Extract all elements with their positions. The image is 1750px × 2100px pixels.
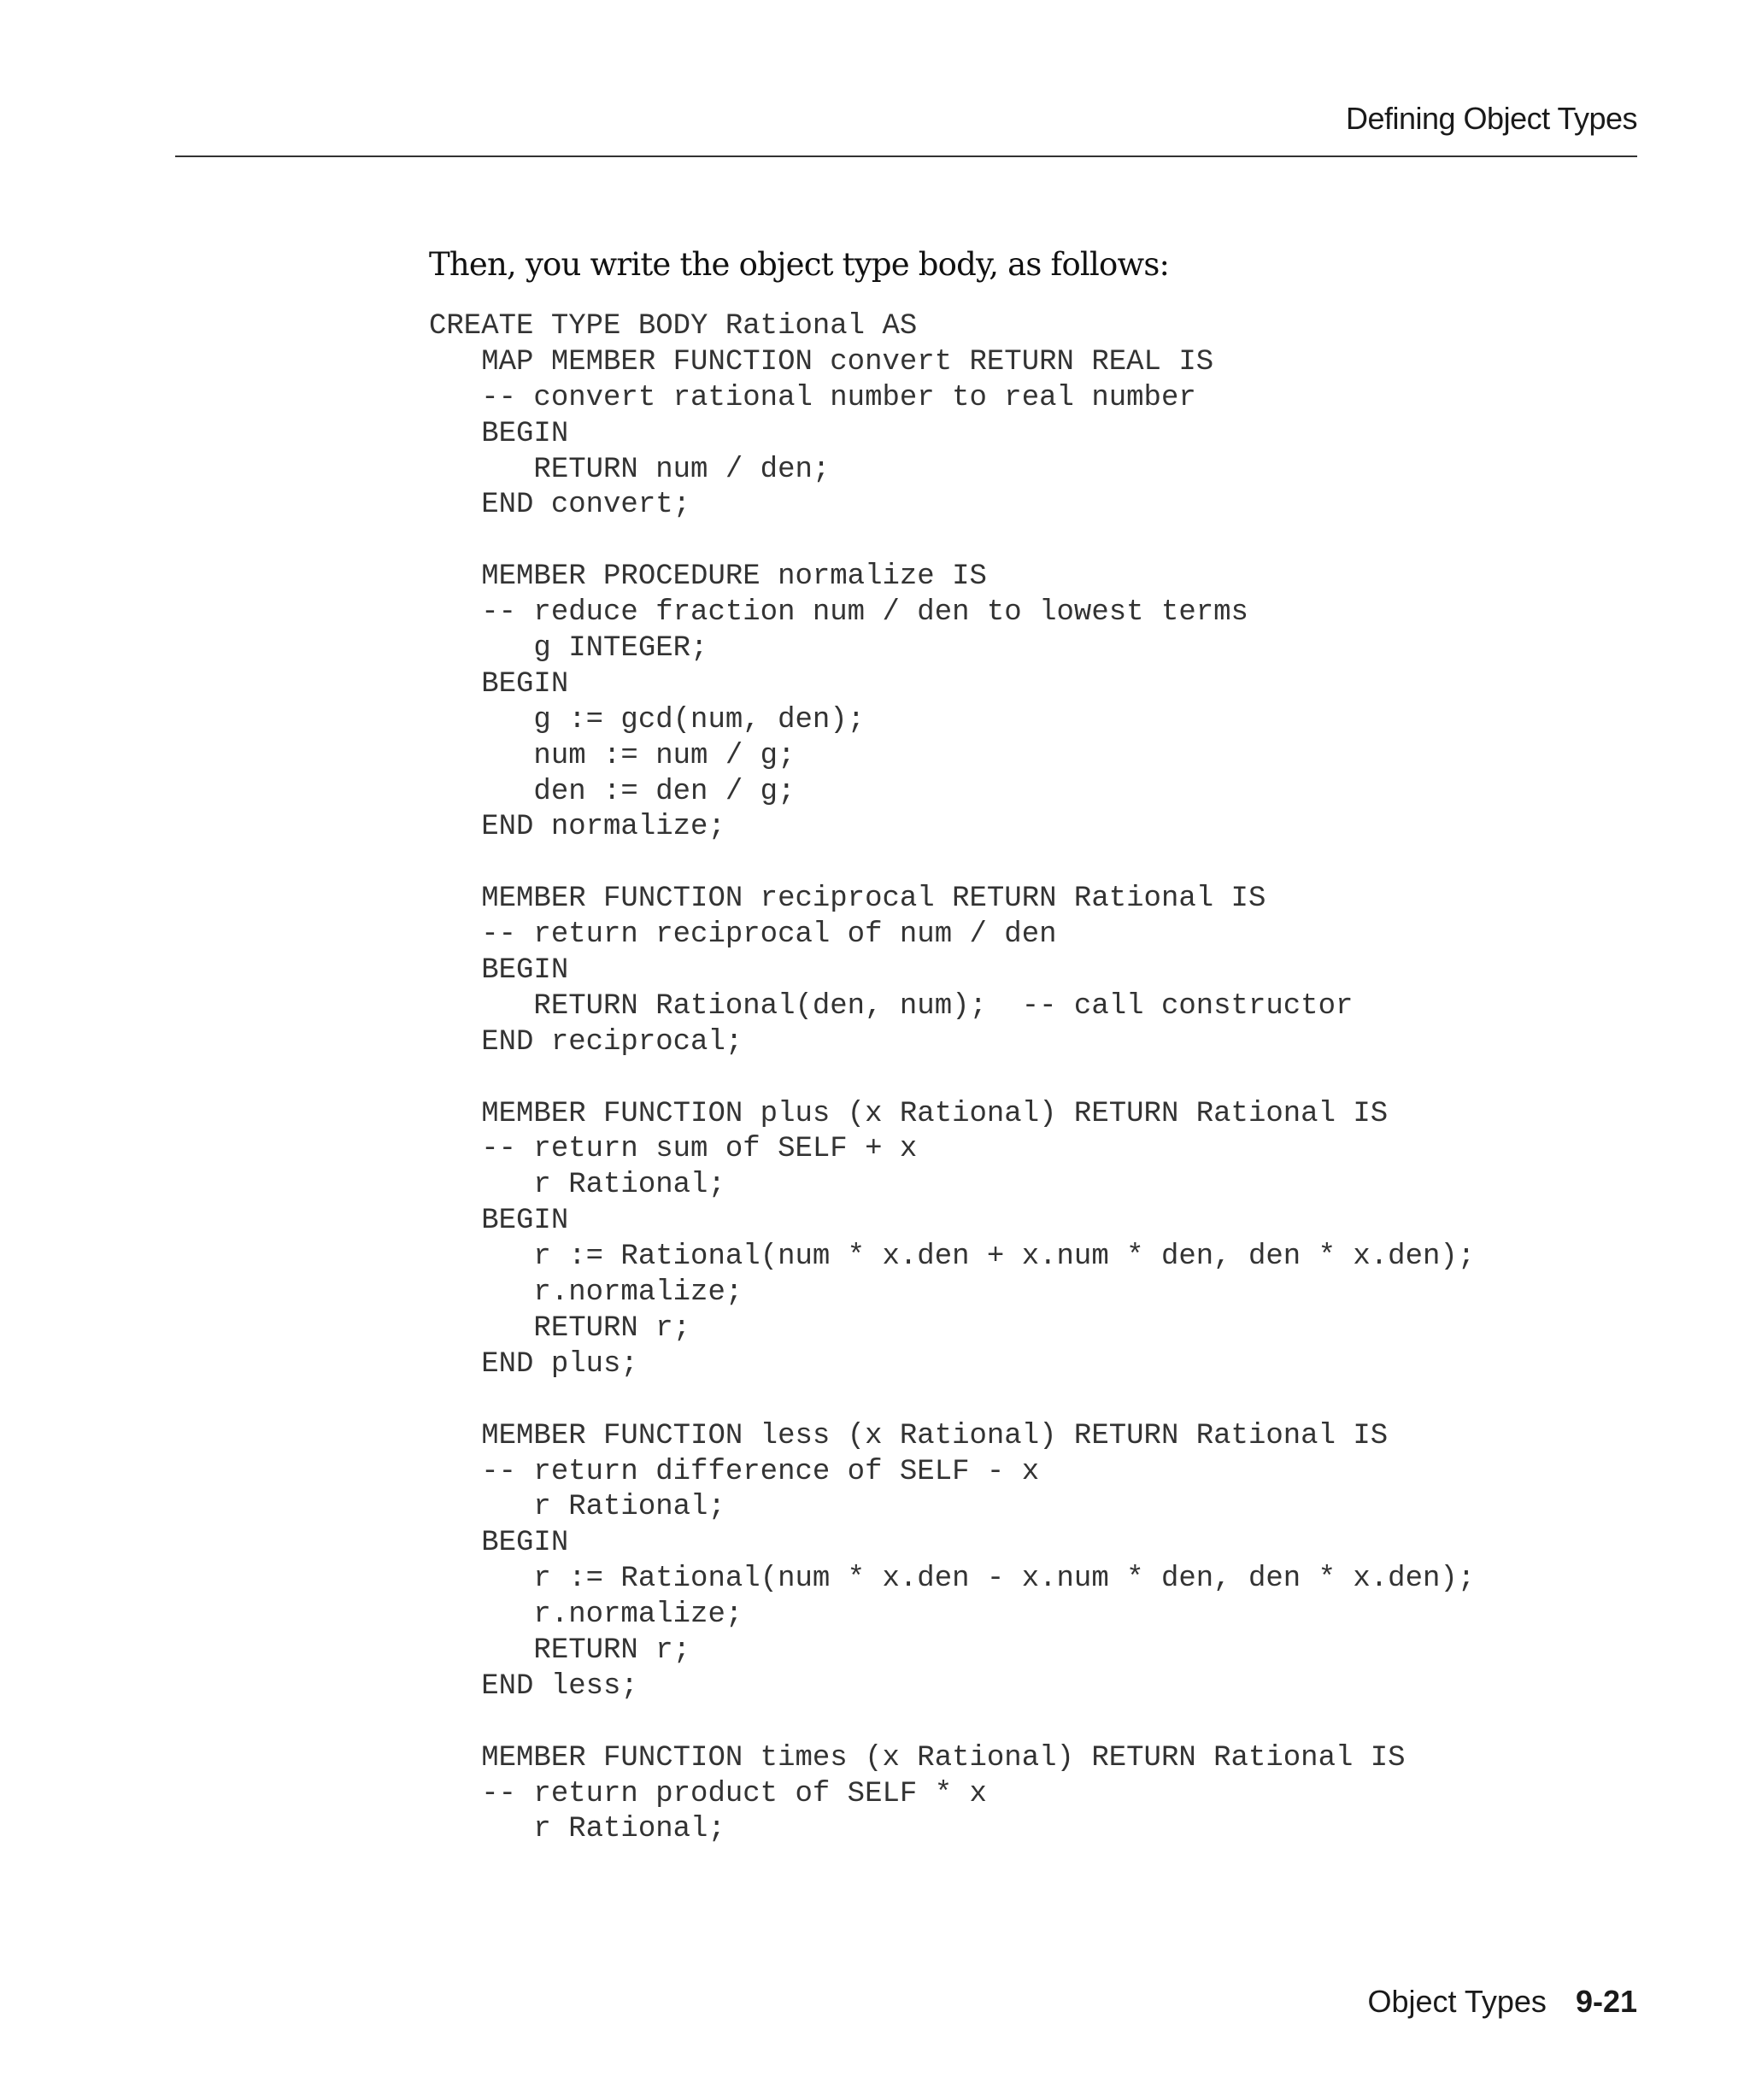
code-line: r := Rational(num * x.den - x.num * den, den * x.den); — [429, 1563, 1476, 1596]
code-line: BEGIN — [429, 1205, 569, 1238]
code-line: END normalize; — [429, 811, 725, 844]
running-header: Defining Object Types — [1345, 101, 1637, 136]
code-line — [429, 524, 1475, 560]
code-line: BEGIN — [429, 1527, 569, 1560]
code-line: BEGIN — [429, 417, 569, 450]
code-line: RETURN num / den; — [429, 453, 831, 486]
code-line: r.normalize; — [429, 1598, 743, 1632]
code-line — [429, 1061, 1475, 1097]
code-listing — [429, 309, 1475, 1848]
code-line: -- return product of SELF * x — [429, 1777, 987, 1810]
running-footer — [0, 1984, 1637, 2020]
code-line: MEMBER FUNCTION plus (x Rational) RETURN Rational IS — [429, 1097, 1389, 1130]
code-line: MEMBER FUNCTION reciprocal RETURN Rational IS — [429, 883, 1266, 916]
header-rule — [175, 155, 1637, 157]
code-line: -- return sum of SELF + x — [429, 1133, 918, 1166]
code-line: r.normalize; — [429, 1276, 743, 1310]
code-line — [429, 1383, 1475, 1419]
code-line: r Rational; — [429, 1813, 725, 1846]
code-line: MAP MEMBER FUNCTION convert RETURN REAL IS — [429, 345, 1214, 378]
code-line: -- return reciprocal of num / den — [429, 918, 1057, 952]
code-line: -- return difference of SELF - x — [429, 1455, 1040, 1488]
code-line: RETURN r; — [429, 1634, 691, 1667]
code-line: den := den / g; — [429, 775, 796, 808]
code-line: CREATE TYPE BODY Rational AS — [429, 310, 918, 343]
code-line: r Rational; — [429, 1491, 725, 1524]
code-line: END convert; — [429, 489, 691, 522]
code-line: MEMBER FUNCTION less (x Rational) RETURN Rational IS — [429, 1419, 1389, 1452]
code-line: BEGIN — [429, 954, 569, 988]
code-line: MEMBER PROCEDURE normalize IS — [429, 560, 987, 594]
code-line: END less; — [429, 1669, 638, 1703]
code-line: r := Rational(num * x.den + x.num * den, den * x.den); — [429, 1241, 1476, 1274]
code-line: -- reduce fraction num / den to lowest terms — [429, 596, 1248, 630]
page-number: 9-21 — [1575, 1984, 1637, 2019]
code-line: -- convert rational number to real number — [429, 381, 1196, 414]
code-line — [429, 1705, 1475, 1741]
code-line: END plus; — [429, 1347, 638, 1381]
intro-paragraph: Then, you write the object type body, as follows: — [429, 246, 1170, 283]
code-line: END reciprocal; — [429, 1025, 743, 1059]
code-line: BEGIN — [429, 667, 569, 701]
code-line: RETURN Rational(den, num); -- call constructor — [429, 989, 1354, 1023]
code-line — [429, 846, 1475, 882]
code-line: MEMBER FUNCTION times (x Rational) RETURN Rational IS — [429, 1741, 1406, 1774]
code-line: RETURN r; — [429, 1311, 691, 1345]
footer-section-title: Object Types — [1367, 1984, 1547, 2019]
code-line: g := gcd(num, den); — [429, 703, 866, 736]
code-line: g INTEGER; — [429, 632, 708, 666]
code-line: num := num / g; — [429, 739, 796, 772]
code-line: r Rational; — [429, 1169, 725, 1202]
